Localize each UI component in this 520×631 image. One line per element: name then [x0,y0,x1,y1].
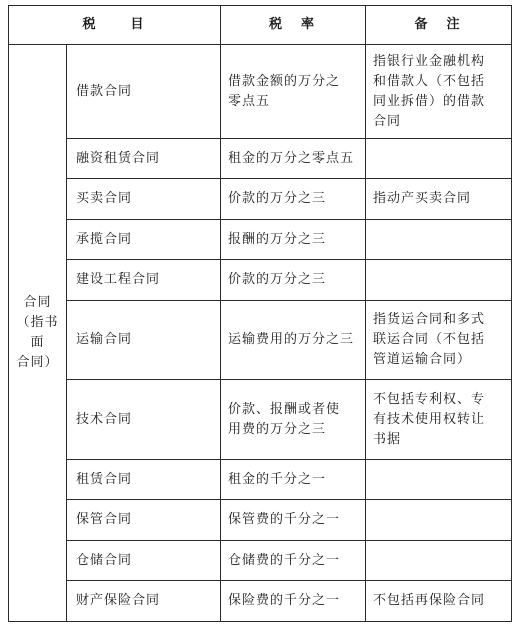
table-row [9,541,512,581]
note-cell: 指货运合同和多式 联运合同（不包括 管道运输合同） [366,301,512,380]
table-row [9,380,512,460]
table-row [9,179,512,220]
table-row [9,581,512,622]
item-cell: 运输合同 [67,301,221,380]
note-cell [366,541,512,581]
category-cell: 合同 （指书面 合同） [9,45,67,622]
item-cell: 借款合同 [67,45,221,139]
rate-cell: 价款、报酬或者使 用费的万分之三 [221,380,366,460]
item-cell: 买卖合同 [67,179,221,220]
rate-cell: 运输费用的万分之三 [221,301,366,380]
rate-cell: 仓储费的千分之一 [221,541,366,581]
rate-cell: 保险费的千分之一 [221,581,366,622]
note-cell [366,500,512,541]
note-cell [366,260,512,301]
rate-cell: 租金的万分之零点五 [221,139,366,179]
note-cell: 指银行业金融机构 和借款人（不包括 同业拆借）的借款 合同 [366,45,512,139]
rate-cell: 租金的千分之一 [221,460,366,500]
rate-cell: 借款金额的万分之 零点五 [221,45,366,139]
rate-cell: 价款的万分之三 [221,260,366,301]
item-cell: 保管合同 [67,500,221,541]
item-cell: 仓储合同 [67,541,221,581]
note-cell: 不包括再保险合同 [366,581,512,622]
table-row [9,260,512,301]
note-cell: 指动产买卖合同 [366,179,512,220]
item-cell: 承揽合同 [67,220,221,260]
rate-cell: 报酬的万分之三 [221,220,366,260]
note-cell: 不包括专利权、专 有技术使用权转让 书据 [366,380,512,460]
item-cell: 技术合同 [67,380,221,460]
table-row [9,45,512,139]
item-cell: 财产保险合同 [67,581,221,622]
header-tax-item: 税 目 [9,6,221,45]
header-tax-rate: 税 率 [221,6,366,45]
note-cell [366,220,512,260]
table-row [9,139,512,179]
note-cell [366,139,512,179]
table-row [9,301,512,380]
item-cell: 建设工程合同 [67,260,221,301]
header-remarks: 备 注 [366,6,512,45]
item-cell: 融资租赁合同 [67,139,221,179]
rate-cell: 保管费的千分之一 [221,500,366,541]
table-header-row [9,6,512,45]
table-row [9,460,512,500]
rate-cell: 价款的万分之三 [221,179,366,220]
table-row [9,220,512,260]
note-cell [366,460,512,500]
item-cell: 租赁合同 [67,460,221,500]
tax-rate-table [8,5,512,622]
table-row [9,500,512,541]
